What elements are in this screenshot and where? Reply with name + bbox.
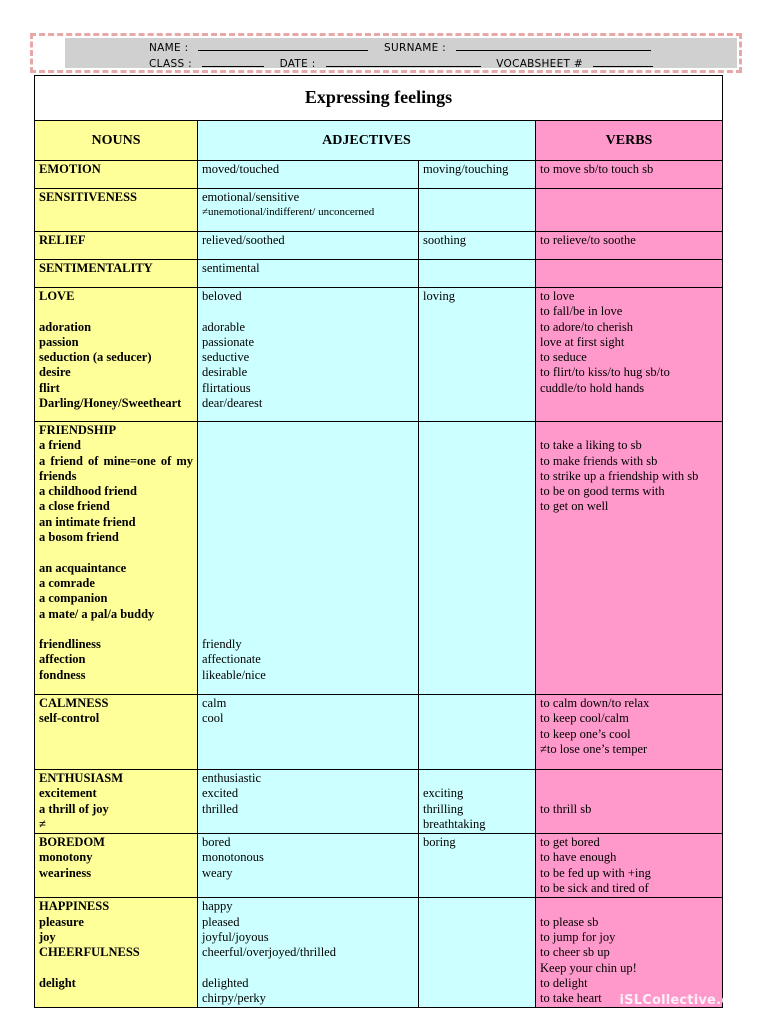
cell-line: a friend of mine=one of my friends (39, 453, 193, 483)
cell-line: soothing (423, 233, 467, 247)
verbs-header: VERBS (536, 121, 723, 161)
cell-line: an acquaintance (39, 560, 127, 575)
verbs-cell (536, 189, 723, 232)
cell-line (540, 899, 718, 914)
cell-line: passion (39, 334, 79, 349)
cell-line: cuddle/to hold hands (540, 380, 645, 395)
nouns-header: NOUNS (35, 121, 198, 161)
cell-line: to be sick and tired of (540, 881, 649, 896)
cell-line: adoration (39, 319, 92, 334)
adjectives-cell (198, 260, 419, 288)
cell-line: EMOTION (39, 162, 101, 176)
nouns-cell (35, 422, 198, 695)
cell-line (202, 304, 414, 319)
cell-line: joyful/joyous (202, 929, 269, 944)
cell-line: seductive (202, 350, 250, 365)
title-row (35, 76, 723, 121)
adjectives-alt-cell (419, 232, 536, 260)
cell-line: to flirt/to kiss/to hug sb/to (540, 365, 670, 380)
cell-line: to jump for joy (540, 929, 616, 944)
table-row (35, 161, 723, 189)
cell-line (423, 771, 531, 786)
nouns-cell (35, 260, 198, 288)
verbs-cell (536, 834, 723, 898)
cell-line: FRIENDSHIP (39, 423, 117, 437)
cell-line: RELIEF (39, 233, 86, 247)
adjectives-cell (198, 232, 419, 260)
cell-line: HAPPINESS (39, 899, 110, 914)
cell-line: CALMNESS (39, 696, 109, 710)
cell-line: to strike up a friendship with sb (540, 468, 699, 483)
cell-line: flirtatious (202, 380, 251, 395)
cell-line: boring (423, 835, 456, 850)
adjectives-alt-cell (419, 189, 536, 232)
cell-line: loving (423, 289, 455, 303)
class-blank[interactable] (202, 57, 264, 67)
cell-line: sentimental (202, 261, 260, 275)
nouns-cell (35, 695, 198, 770)
sheet-title: Expressing feelings (35, 76, 723, 121)
table-row (35, 232, 723, 260)
cell-line: affectionate (202, 652, 261, 667)
cell-line: pleased (202, 914, 240, 929)
nouns-cell (35, 898, 198, 1008)
cell-line: monotony (39, 850, 93, 865)
cell-line: Darling/Honey/Sweetheart (39, 396, 182, 411)
cell-line: SENSITIVENESS (39, 190, 137, 204)
verbs-cell (536, 422, 723, 695)
cell-line: to take a liking to sb (540, 438, 642, 453)
cell-line: moving/touching (423, 162, 509, 176)
adjectives-alt-cell (419, 898, 536, 1008)
cell-line: to keep cool/calm (540, 711, 629, 726)
verbs-cell (536, 770, 723, 834)
cell-line: ≠ (39, 816, 46, 831)
cell-line (202, 423, 414, 438)
verbs-cell (536, 288, 723, 422)
cell-line: an intimate friend (39, 514, 136, 529)
cell-line: desire (39, 365, 71, 380)
cell-line: Keep your chin up! (540, 960, 637, 975)
cell-line: a thrill of joy (39, 801, 109, 816)
nouns-cell (35, 232, 198, 260)
class-label: CLASS : (149, 58, 192, 70)
cell-line (39, 961, 193, 976)
table-row (35, 834, 723, 898)
adjectives-cell (198, 422, 419, 695)
cell-line: to please sb (540, 914, 599, 929)
cell-line: friendliness (39, 637, 101, 652)
table-row (35, 422, 723, 695)
cell-line: weary (202, 865, 233, 880)
table-row (35, 189, 723, 232)
table-row (35, 770, 723, 834)
cell-line (39, 622, 193, 637)
cell-line: to be on good terms with (540, 484, 665, 499)
cell-line: seduction (a seducer) (39, 350, 152, 365)
cell-line: to love (540, 289, 575, 303)
nouns-cell (35, 288, 198, 422)
cell-line: likeable/nice (202, 667, 266, 682)
cell-line: weariness (39, 865, 92, 880)
cell-line: excited (202, 786, 239, 801)
cell-line (202, 515, 414, 530)
adjectives-cell (198, 288, 419, 422)
cell-line (202, 607, 414, 622)
adjectives-header: ADJECTIVES (198, 121, 536, 161)
cell-line (202, 530, 414, 545)
cell-line: a friend (39, 438, 82, 453)
nouns-cell (35, 161, 198, 189)
vocabulary-table (34, 75, 723, 1008)
cell-line: LOVE (39, 289, 75, 303)
cell-line: a bosom friend (39, 530, 119, 545)
cell-line: passionate (202, 334, 255, 349)
adjectives-alt-cell (419, 161, 536, 189)
surname-label: SURNAME : (384, 42, 446, 54)
cell-line: to make friends with sb (540, 453, 658, 468)
adjectives-alt-cell (419, 260, 536, 288)
cell-line (202, 576, 414, 591)
cell-line: joy (39, 929, 56, 944)
cell-line: relieved/soothed (202, 233, 285, 247)
cell-line (202, 438, 414, 453)
cell-line: excitement (39, 786, 97, 801)
cell-line: to delight (540, 975, 588, 990)
cell-line: dear/dearest (202, 396, 263, 411)
cell-line: ≠to lose one’s temper (540, 741, 648, 756)
cell-line: adorable (202, 319, 246, 334)
table-row (35, 695, 723, 770)
cell-line: SENTIMENTALITY (39, 261, 153, 275)
cell-line: cool (202, 711, 224, 726)
name-blank[interactable] (198, 41, 368, 51)
cell-line: a mate/ a pal/a buddy (39, 606, 155, 621)
cell-line (202, 545, 414, 560)
cell-line: a childhood friend (39, 484, 137, 499)
cell-line (39, 304, 193, 319)
cell-line: to cheer sb up (540, 945, 610, 960)
column-header-row (35, 121, 723, 161)
adjectives-alt-cell (419, 288, 536, 422)
cell-line: cheerful/overjoyed/thrilled (202, 945, 336, 960)
cell-line: affection (39, 652, 86, 667)
cell-line: moved/touched (202, 162, 280, 176)
nouns-cell (35, 770, 198, 834)
student-info-fields (65, 38, 737, 68)
adjectives-cell (198, 770, 419, 834)
vocabsheet-label: VOCABSHEET # (496, 58, 583, 70)
nouns-cell (35, 189, 198, 232)
cell-line: to relieve/to soothe (540, 233, 636, 247)
cell-line: emotional/sensitive (202, 190, 300, 204)
adjectives-cell (198, 161, 419, 189)
cell-line (202, 454, 414, 469)
cell-line: exciting (423, 786, 464, 801)
cell-line: enthusiastic (202, 771, 262, 785)
cell-line (540, 771, 718, 786)
cell-line: to thrill sb (540, 801, 592, 816)
cell-line (202, 499, 414, 514)
cell-line: calm (202, 696, 227, 710)
cell-line: breathtaking (423, 816, 486, 831)
cell-line (202, 561, 414, 576)
cell-line: delight (39, 975, 76, 990)
cell-line: ENTHUSIASM (39, 771, 124, 785)
adjectives-cell (198, 189, 419, 232)
cell-line: to get on well (540, 499, 609, 514)
cell-line: self-control (39, 711, 100, 726)
table-row (35, 288, 723, 422)
verbs-cell (536, 695, 723, 770)
cell-line (540, 423, 718, 438)
cell-line: thrilled (202, 801, 239, 816)
cell-line: delighted (202, 975, 249, 990)
cell-line: happy (202, 899, 233, 914)
table-row (35, 898, 723, 1008)
adjectives-cell (198, 695, 419, 770)
table-row (35, 260, 723, 288)
adjectives-alt-cell (419, 770, 536, 834)
cell-line: BOREDOM (39, 835, 105, 850)
student-info-box (30, 33, 742, 73)
cell-line (202, 484, 414, 499)
cell-line: a companion (39, 591, 108, 606)
cell-line: desirable (202, 365, 248, 380)
vocabsheet-blank[interactable] (593, 57, 653, 67)
cell-line: ≠unemotional/indifferent/ unconcerned (202, 206, 375, 219)
cell-line: a comrade (39, 575, 95, 590)
cell-line: to keep one’s cool (540, 726, 631, 741)
verbs-cell (536, 232, 723, 260)
cell-line: to take heart (540, 991, 602, 1006)
cell-line: chirpy/perky (202, 991, 266, 1006)
cell-line: monotonous (202, 850, 264, 865)
cell-line (202, 591, 414, 606)
cell-line: to be fed up with +ing (540, 865, 651, 880)
cell-line (540, 786, 718, 801)
cell-line: to have enough (540, 850, 617, 865)
cell-line: to adore/to cherish (540, 319, 634, 334)
adjectives-cell (198, 898, 419, 1008)
cell-line: a close friend (39, 499, 110, 514)
cell-line: beloved (202, 289, 242, 303)
cell-line: CHEERFULNESS (39, 945, 140, 960)
verbs-cell (536, 161, 723, 189)
cell-line: thrilling (423, 801, 464, 816)
name-label: NAME : (149, 42, 189, 54)
cell-line: love at first sight (540, 334, 625, 349)
cell-line (202, 622, 414, 637)
cell-line: pleasure (39, 914, 84, 929)
cell-line: fondness (39, 667, 86, 682)
cell-line: friendly (202, 637, 242, 652)
adjectives-alt-cell (419, 834, 536, 898)
header-line-2 (149, 57, 665, 70)
verbs-cell (536, 898, 723, 1008)
adjectives-cell (198, 834, 419, 898)
cell-line: to fall/be in love (540, 304, 623, 319)
verbs-cell (536, 260, 723, 288)
header-line-1 (149, 41, 663, 54)
cell-line: to get bored (540, 835, 600, 850)
adjectives-alt-cell (419, 422, 536, 695)
cell-line (202, 961, 414, 976)
nouns-cell (35, 834, 198, 898)
cell-line: flirt (39, 380, 60, 395)
cell-line: to move sb/to touch sb (540, 162, 654, 176)
watermark: iSLCollective.com (619, 993, 752, 1008)
cell-line: to seduce (540, 350, 587, 365)
date-label: DATE : (279, 58, 316, 70)
surname-blank[interactable] (456, 41, 651, 51)
cell-line (202, 469, 414, 484)
adjectives-alt-cell (419, 695, 536, 770)
cell-line: bored (202, 835, 231, 850)
cell-line (39, 545, 193, 560)
date-blank[interactable] (326, 57, 481, 67)
cell-line: to calm down/to relax (540, 696, 650, 710)
